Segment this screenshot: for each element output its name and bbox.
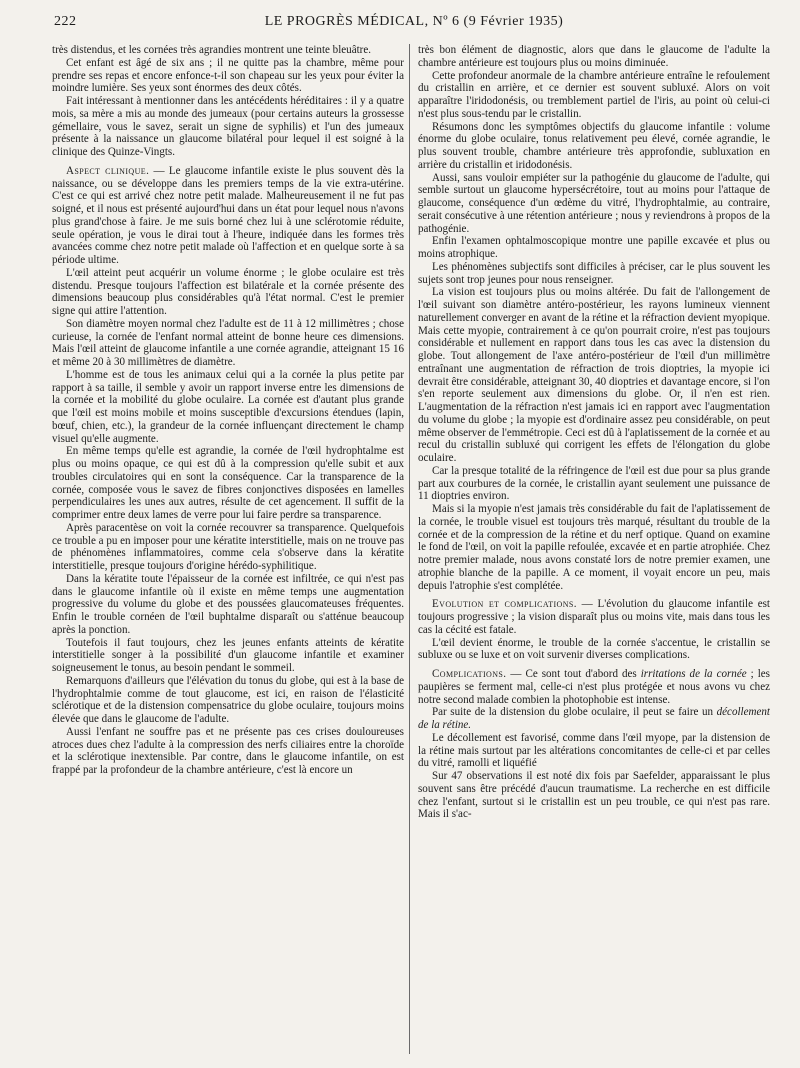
- paragraph-text: Par suite de la distension du globe oculaire, il peut se faire un: [432, 706, 717, 719]
- paragraph: Aussi, sans vouloir empiéter sur la pathogénie du glaucome de l'adulte, qui semble surtout un glaucome hypersécrétoire, tout au moins pour l'attaque de glaucome, conséquence d'un œdème du vitré, l'hydrophtalmie, au contraire, serait consécutive à une rétention antérieure ; nous y reviendrons à propos de la pathogénie.: [418, 171, 770, 235]
- paragraph: L'œil devient énorme, le trouble de la cornée s'accentue, le cristallin se subluxe ou se luxe et on voit survenir diverses complications.: [418, 636, 770, 662]
- section-text: — L'évolution du glaucome infantile est toujours progressive ; la vision disparaît plus ou moins vite, mais dans tous les cas la cécité est fatale.: [418, 598, 770, 636]
- paragraph: Dans la kératite toute l'épaisseur de la cornée est infiltrée, ce qui n'est pas dans le glaucome infantile où il existe en même temps une augmentation progressive du volume du globe et des poussées glaucomateuses fréquentes. Enfin le trouble cornéen de l'œil buphtalme disparaît ou s'atténue beaucoup après la ponction.: [52, 572, 404, 636]
- running-header: [54, 14, 774, 36]
- section-text: — Le glaucome infantile existe le plus souvent dès la naissance, ou se développe dans les premiers temps de la vie extra-utérine. C'est ce qui est arrivé chez notre petit malade. Malheureusement il ne fut pas soigné, et il nous est présenté aujourd'hui dans un état pour lequel nous n'avons plus grand'chose à faire. Je me suis borné chez lui à une sclérotomie réduite, seule opération, je vous le dirai tout à l'heure, indiquée dans les formes très avancées comme chez notre petit malade où l'affection et en quelque sorte à sa période ultime.: [52, 164, 404, 266]
- section-heading: Evolution et complications.: [432, 598, 577, 611]
- paragraph: L'homme est de tous les animaux celui qui a la cornée la plus petite par rapport à sa taille, il semble y avoir un rapport inverse entre les dimensions de la cornée et la mobilité du globe oculaire. La cornée est d'autant plus grande que l'œil est moins mobile et moins susceptible d'excursions étendues (lapin, bœuf, chien, etc.), la grandeur de la cornée influençant directement le champ visuel qu'elle augmente.: [52, 368, 404, 445]
- paragraph: Les phénomènes subjectifs sont difficiles à préciser, car le plus souvent les sujets sont trop jeunes pour nous renseigner.: [418, 260, 770, 286]
- journal-title: LE PROGRÈS MÉDICAL, Nº 6 (9 Février 1935): [264, 14, 564, 29]
- paragraph: Mais si la myopie n'est jamais très considérable du fait de l'aplatissement de la cornée, le trouble visuel est toujours très marqué, résultant du trouble de la cornée et de la compression de la rétine et du nerf optique. Quand on examine le fond de l'œil, on voit la papille refoulée, excavée et en partie atrophiée. Chez notre premier malade, nous avons constaté lors de notre premier examen, une atrophie blanche de la papille. A ce moment, il voyait encore un peu, mais depuis l'atrophie s'est complétée.: [418, 503, 770, 592]
- section-heading: Aspect clinique.: [66, 164, 150, 177]
- paragraph: En même temps qu'elle est agrandie, la cornée de l'œil hydrophtalme est plus ou moins opaque, ce qui est dû à la compression qu'elle subit et aux troubles circulatoires qui en sont la conséquence. Car la transparence de la cornée, composée vous le savez de fibres conjonctives disposées en lamelles perpendiculaires les unes aux autres, résulte de cet agencement. Il suffit de la comprimer entre deux lames de verre pour lui faire perdre sa transparence.: [52, 445, 404, 521]
- paragraph: Car la presque totalité de la réfringence de l'œil est due pour sa plus grande part aux courbures de la cornée, le cristallin ayant seulement une puissance de 11 dioptries environ.: [418, 464, 770, 503]
- italic-term: irritations de la cornée: [640, 668, 747, 680]
- paragraph: L'œil atteint peut acquérir un volume énorme ; le globe oculaire est très distendu. Presque toujours l'affection est bilatérale et la cornée présente des dimensions beaucoup plus considérables qu'à l'état normal. C'est le premier signe qui attire l'attention.: [52, 266, 404, 317]
- column-divider: [409, 44, 410, 1054]
- paragraph: Résumons donc les symptômes objectifs du glaucome infantile : volume énorme du globe oculaire, tonus relativement peu élevé, cornée agrandie, le plus souvent trouble, chambre antérieure très approfondie, subluxation en arrière du cristallin et iridodonésis.: [418, 120, 770, 171]
- italic-term: décollement de la rétine.: [418, 706, 770, 731]
- page-number: 222: [54, 14, 77, 29]
- paragraph: Aussi l'enfant ne souffre pas et ne présente pas ces crises douloureuses atroces dues chez l'adulte à la compression des nerfs ciliaires entre la choroïde et la sclérotique inextensible. Par contre, dans le glaucome infantile, on est frappé par la profondeur de la chambre antérieure, c'est là encore un: [52, 725, 404, 776]
- paragraph: Enfin l'examen ophtalmoscopique montre une papille excavée et plus ou moins atrophique.: [418, 235, 770, 260]
- section-text: — Ce sont tout d'abord des: [506, 668, 641, 680]
- paragraph: Fait intéressant à mentionner dans les antécédents héréditaires : il y a quatre mois, sa mère a mis au monde des jumeaux (pour certains auteurs la grossesse gémellaire, vous le savez, serait un signe de syphilis) et l'un des jumeaux présente à la naissance un glaucome bilatéral pour lequel il est soigné à la clinique des Quinze-Vingts.: [52, 95, 404, 158]
- section-complications: [418, 668, 770, 706]
- paragraph: Son diamètre moyen normal chez l'adulte est de 11 à 12 millimètres ; chose curieuse, la cornée de l'enfant normal atteint de bonne heure ces dimensions. Mais l'œil atteint de glaucome infantile a une cornée agrandie, atteignant 15 16 et même 20 à 30 millimètres de diamètre.: [52, 317, 404, 368]
- paragraph: La vision est toujours plus ou moins altérée. Du fait de l'allongement de l'œil suivant son diamètre antéro-postérieur, les rayons lumineux viennent naturellement converger en avant de la rétine et la réfraction devient myopique. Mais cette myopie, contrairement à ce qu'on pourrait croire, n'est pas toujours considérable et nullement en rapport dans tous les cas avec la distension du globe. Tout allongement de l'axe antéro-postérieur de l'œil d'un millimètre entraînant une augmentation de réfraction de trois dioptries, la myopie ici devrait être considérable, atteignant 30, 40 dioptries et davantage encore, si l'on s'en reporte seulement aux dimensions du globe. Or, il n'en est rien. L'augmentation de la réfraction n'est jamais ici en rapport avec l'augmentation du volume du globe ; la myopie est d'ordinaire assez peu considérable, on peut même observer de l'emmétropie. Ceci est dû à l'aplatissement de la cornée et au recul du cristallin subluxé qui corrigent les effets de l'élongation du globe oculaire.: [418, 286, 770, 464]
- paragraph: Sur 47 observations il est noté dix fois par Saefelder, apparaissant le plus souvent sans être précédé d'aucun traumatisme. La recherche en est difficile chez l'enfant, surtout si le cristallin est un peu trouble, ce qui n'est pas rare. Mais il s'ac-: [418, 770, 770, 821]
- paragraph: Toutefois il faut toujours, chez les jeunes enfants atteints de kératite interstitielle songer à la possibilité d'un glaucome infantile et examiner soigneusement le tonus, au besoin pendant le sommeil.: [52, 636, 404, 674]
- paragraph: Le décollement est favorisé, comme dans l'œil myope, par la distension de la rétine mais surtout par les altérations concomitantes de celle-ci et par celles du vitré, ramolli et liquéfié: [418, 731, 770, 770]
- section-evolution: [418, 598, 770, 636]
- paragraph: très distendus, et les cornées très agrandies montrent une teinte bleuâtre.: [52, 44, 372, 56]
- paragraph: Après paracentèse on voit la cornée recouvrer sa transparence. Quelquefois ce trouble a pu en imposer pour une kératite interstitielle, mais on ne trouve pas de phénomènes inflammatoires, comme cela s'observe dans la kératite interstitielle, presque toujours d'origine hérédo-syphilitique.: [52, 521, 404, 572]
- section-aspect-clinique: [52, 165, 404, 267]
- paragraph: Cette profondeur anormale de la chambre antérieure entraîne le refoulement du cristallin en arrière, et ce dernier est souvent subluxé. Alors on voit apparaître l'iridodonésis, ou tremblement partiel de l'iris, au point où celui-ci n'est plus sous-tendu par le cristallin.: [418, 69, 770, 120]
- right-column: [418, 44, 770, 1060]
- paragraph: Remarquons d'ailleurs que l'élévation du tonus du globe, qui est à la base de l'hydrophtalmie comme de tout glaucome, est ici, en raison de l'élasticité sclérotique et de la distension compensatrice du globe oculaire, toujours moins élevée que dans le glaucome de l'adulte.: [52, 674, 404, 725]
- left-column: [52, 44, 404, 1060]
- paragraph: très bon élément de diagnostic, alors que dans le glaucome de l'adulte la chambre antérieure est toujours plus ou moins diminuée.: [418, 44, 770, 69]
- section-text: ; les paupières se ferment mal, celle-ci n'est plus protégée et nous avons vu chez notre second malade combien la photophobie est intense.: [418, 668, 770, 706]
- paragraph: Cet enfant est âgé de six ans ; il ne quitte pas la chambre, même pour prendre ses repas et encore enfonce-t-il son chapeau sur les yeux pour éviter la moindre lumière. Ses yeux sont énormes des deux côtés.: [52, 56, 404, 95]
- section-heading: Complications.: [432, 668, 507, 680]
- paragraph: [418, 706, 770, 732]
